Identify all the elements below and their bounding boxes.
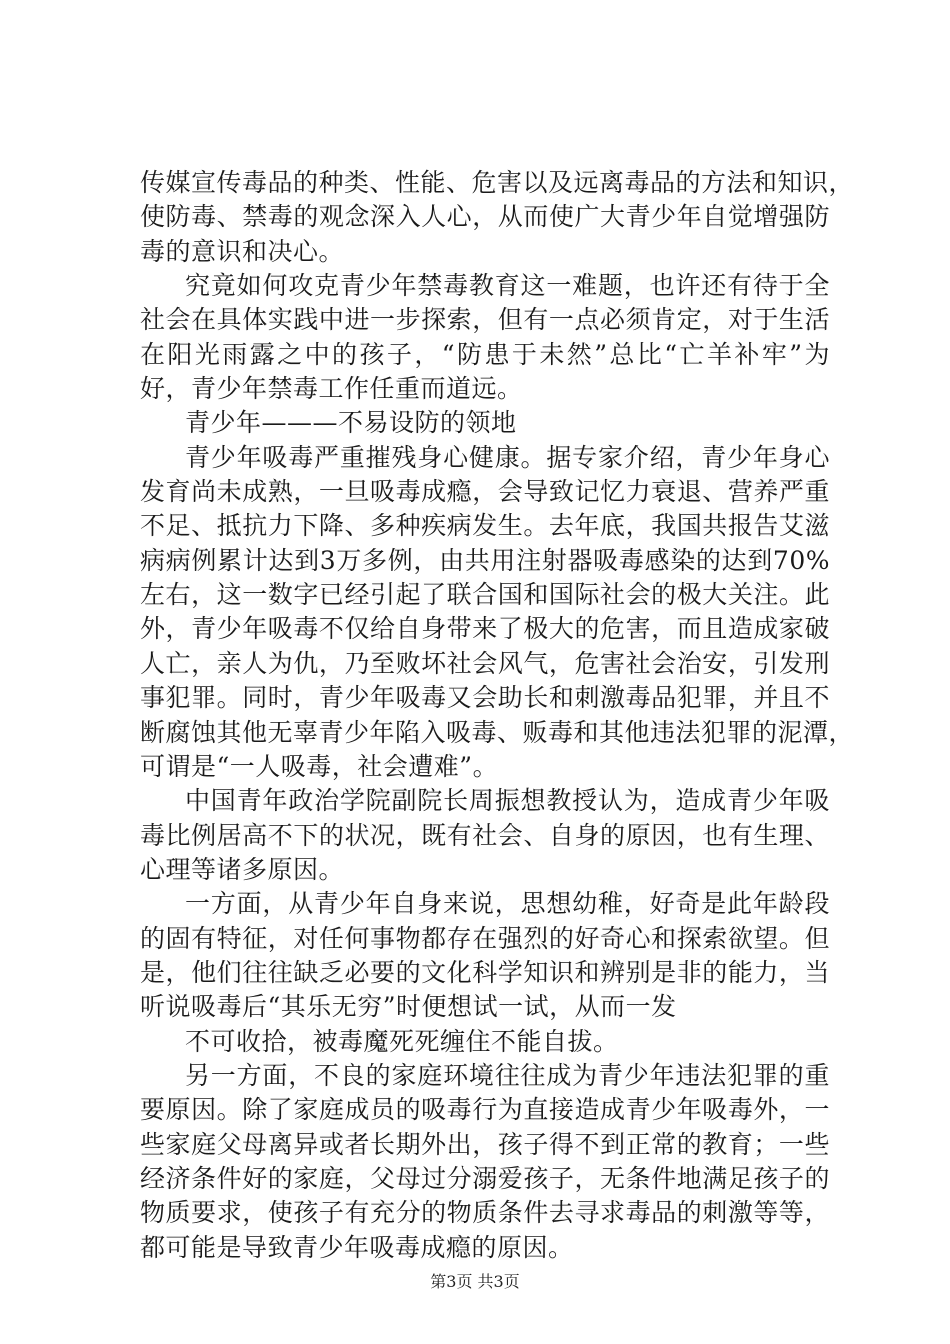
text-line: 的固有特征，对任何事物都存在强烈的好奇心和探索欲望。但 [140, 923, 830, 953]
text-line: 是，他们往往缺乏必要的文化科学知识和辨别是非的能力，当 [140, 957, 830, 987]
text-line: 要原因。除了家庭成员的吸毒行为直接造成青少年吸毒外，一 [140, 1095, 830, 1125]
text-line: 发育尚未成熟，一旦吸毒成瘾，会导致记忆力衰退、营养严重 [140, 477, 830, 507]
text-line: 听说吸毒后“其乐无穷”时便想试一试，从而一发 [140, 992, 677, 1022]
text-line: 在阳光雨露之中的孩子，“防患于未然”总比“亡羊补牢”为 [140, 339, 830, 369]
text-line: 断腐蚀其他无辜青少年陷入吸毒、贩毒和其他违法犯罪的泥潭， [140, 717, 855, 747]
text-line: 心理等诸多原因。 [140, 854, 345, 884]
text-line: 外，青少年吸毒不仅给自身带来了极大的危害，而且造成家破 [140, 614, 830, 644]
text-line: 左右，这一数字已经引起了联合国和国际社会的极大关注。此 [140, 580, 830, 610]
text-line: 青少年———不易设防的领地 [185, 408, 517, 438]
text-line: 使防毒、禁毒的观念深入人心，从而使广大青少年自觉增强防 [140, 202, 830, 232]
text-line: 社会在具体实践中进一步探索，但有一点必须肯定，对于生活 [140, 305, 830, 335]
text-line: 青少年吸毒严重摧残身心健康。据专家介绍，青少年身心 [185, 442, 830, 472]
text-line: 都可能是导致青少年吸毒成瘾的原因。 [140, 1232, 574, 1262]
text-line: 另一方面，不良的家庭环境往往成为青少年违法犯罪的重 [185, 1060, 830, 1090]
text-line: 事犯罪。同时，青少年吸毒又会助长和刺激毒品犯罪，并且不 [140, 683, 830, 713]
text-line: 物质要求，使孩子有充分的物质条件去寻求毒品的刺激等等， [140, 1198, 830, 1228]
text-line: 好，青少年禁毒工作任重而道远。 [140, 374, 523, 404]
text-line: 究竟如何攻克青少年禁毒教育这一难题，也许还有待于全 [185, 271, 830, 301]
document-body [140, 166, 855, 1265]
text-line: 可谓是“一人吸毒，社会遭难”。 [140, 751, 499, 781]
text-line: 毒比例居高不下的状况，既有社会、自身的原因，也有生理、 [140, 820, 830, 850]
text-line: 一方面，从青少年自身来说，思想幼稚，好奇是此年龄段 [185, 889, 830, 919]
text-line: 些家庭父母离异或者长期外出，孩子得不到正常的教育；一些 [140, 1129, 830, 1159]
text-line: 经济条件好的家庭，父母过分溺爱孩子，无条件地满足孩子的 [140, 1163, 830, 1193]
text-line: 不足、抵抗力下降、多种疾病发生。去年底，我国共报告艾滋 [140, 511, 830, 541]
text-line: 人亡，亲人为仇，乃至败坏社会风气，危害社会治安，引发刑 [140, 648, 830, 678]
text-line: 传媒宣传毒品的种类、性能、危害以及远离毒品的方法和知识， [140, 168, 855, 197]
page-footer: 第3页 共3页 [430, 1272, 520, 1291]
text-line: 毒的意识和决心。 [140, 236, 345, 266]
text-line: 不可收拾，被毒魔死死缠住不能自拔。 [185, 1026, 619, 1056]
text-line: 病病例累计达到3万多例，由共用注射器吸毒感染的达到70% [140, 545, 830, 575]
text-line: 中国青年政治学院副院长周振想教授认为，造成青少年吸 [185, 786, 830, 816]
